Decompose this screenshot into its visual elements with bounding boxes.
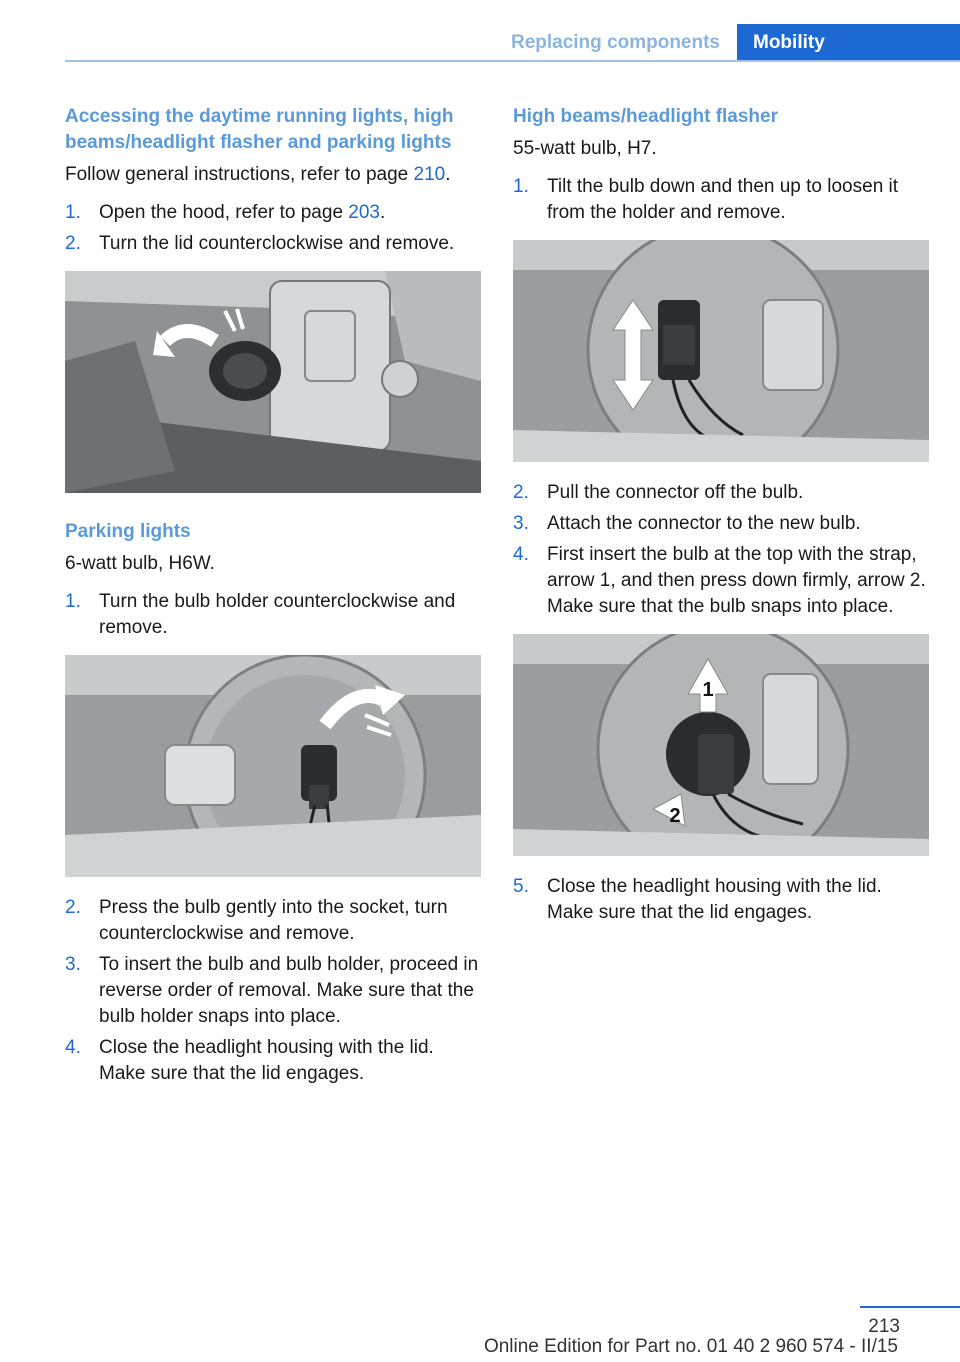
section-heading-accessing: Accessing the daytime running lights, high beams/headlight flasher and parking lights [65,106,454,153]
figure-parking-bulb [65,655,481,877]
steps-access [65,200,481,257]
step-item [65,952,481,1030]
intro-paragraph [65,162,481,188]
step-text: Pull the connector off the bulb. [547,482,804,503]
steps-parking-2 [65,895,481,1087]
intro-end: . [445,164,451,185]
step-item [65,231,481,257]
step-text: Close the headlight housing with the lid. Make sure that the lid engages. [99,1037,434,1084]
intro-text: Follow general instructions, refer to page [65,164,414,185]
figure-headlight-lid [65,271,481,493]
steps-parking-1 [65,589,481,641]
page-link-203[interactable]: 203 [348,202,380,223]
step-number: 1. [513,176,529,197]
page-number: 213 [868,1316,900,1337]
step-item [65,1035,481,1087]
step-number: 2. [513,482,529,503]
step-text: Turn the bulb holder counterclockwise and remove. [99,591,456,638]
section-heading-parking: Parking lights [65,521,191,542]
left-column [65,104,481,1092]
step-item [513,174,929,226]
step-item [513,542,929,620]
step-text-end: . [380,202,386,223]
steps-high-beam-3 [513,874,929,926]
step-number: 2. [65,233,81,254]
parking-bulb-spec: 6-watt bulb, H6W. [65,553,215,574]
step-number: 1. [65,202,81,223]
steps-high-beam-2 [513,480,929,620]
step-number: 4. [65,1037,81,1058]
headlight-lid-illustration [65,271,481,493]
arrow-1-label: 1 [702,679,714,701]
figure-high-beam-tilt [513,240,929,462]
footer-rule [860,1306,960,1308]
step-item [65,200,481,226]
step-item [513,480,929,506]
step-number: 2. [65,897,81,918]
page-link-210[interactable]: 210 [413,164,446,185]
arrow-2-label: 2 [669,805,681,827]
step-item [65,895,481,947]
step-number: 1. [65,591,81,612]
step-number: 3. [513,513,529,534]
step-number: 5. [513,876,529,897]
step-text: Close the headlight housing with the lid. Make sure that the lid engages. [547,876,882,923]
step-text: First insert the bulb at the top with the strap, arrow 1, and then press down firmly, arrow 2. Make sure that the bulb snaps into place. [547,544,926,617]
footer-edition: Online Edition for Part no. 01 40 2 960 574 - II/15 [483,1336,898,1357]
parking-bulb-illustration [65,655,481,877]
figure-high-beam-insert [513,634,929,856]
header-section-title: Replacing components [510,32,720,53]
step-number: 3. [65,954,81,975]
steps-high-beam-1 [513,174,929,226]
step-number: 4. [513,544,529,565]
step-text: Tilt the bulb down and then up to loosen it from the holder and remove. [547,176,899,223]
section-heading-high-beams: High beams/headlight flasher [513,106,778,127]
step-item [65,589,481,641]
step-item [513,874,929,926]
right-column [513,104,929,931]
step-text: Turn the lid counterclockwise and remove. [99,233,455,254]
step-item [513,511,929,537]
header-chapter-tab: Mobility [737,24,960,62]
high-beam-bulb-spec: 55-watt bulb, H7. [513,138,657,159]
step-text: Attach the connector to the new bulb. [547,513,861,534]
step-text: Open the hood, refer to page [99,202,349,223]
high-beam-insert-illustration [513,634,929,856]
step-text: Press the bulb gently into the socket, turn counterclockwise and remove. [99,897,448,944]
high-beam-tilt-illustration [513,240,929,462]
step-text: To insert the bulb and bulb holder, proceed in reverse order of removal. Make sure that the bulb holder snaps into place. [99,954,479,1027]
header-rule [65,60,960,62]
